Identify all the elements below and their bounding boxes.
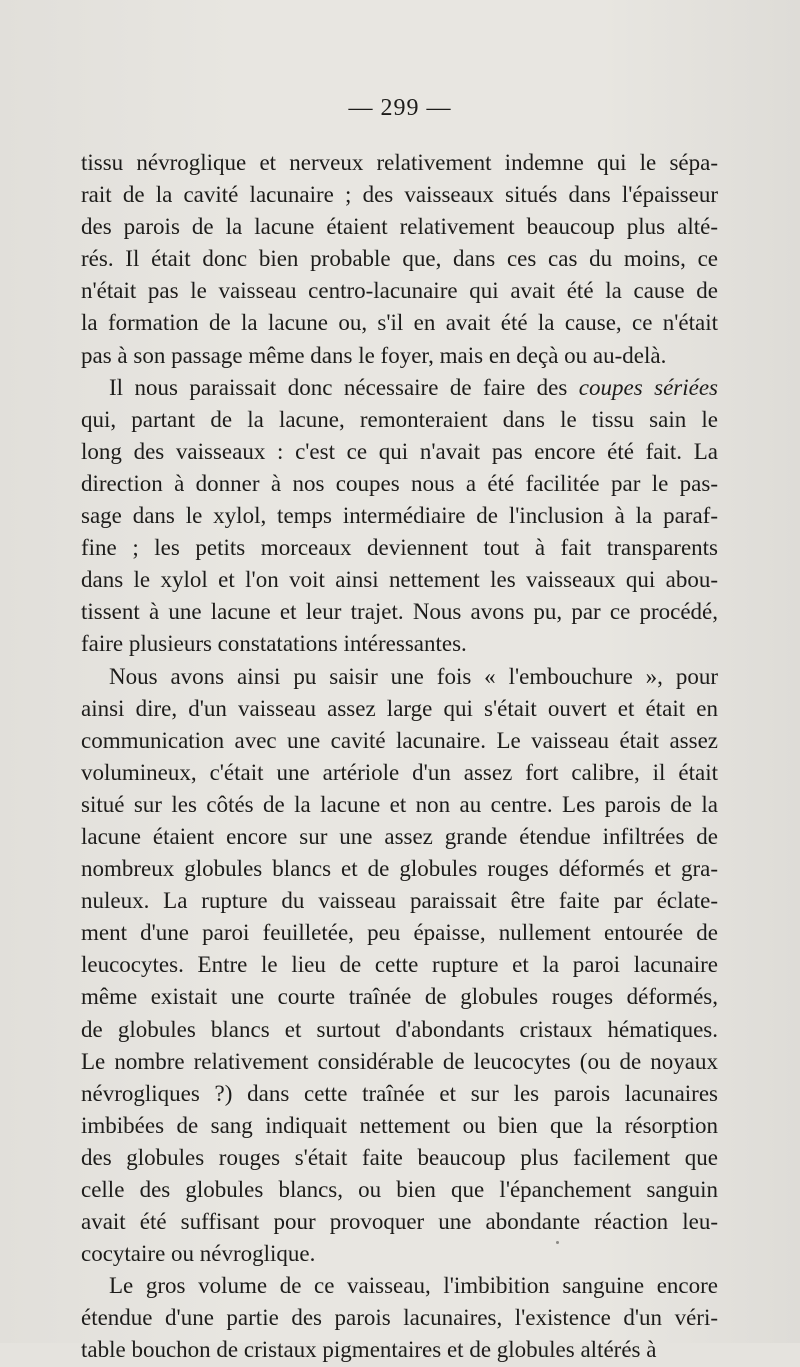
text-line: n'était pas le vaisseau centro-lacunaire qui avait été la cause de: [81, 278, 718, 304]
text-line: tissent à une lacune et leur trajet. Nous avons pu, par ce procédé,: [81, 599, 718, 625]
text-line: cocytaire ou névroglique.: [81, 1241, 316, 1267]
text-line: pas à son passage même dans le foyer, mais en deçà ou au-delà.: [81, 342, 667, 368]
text-line: volumineux, c'était une artériole d'un assez fort calibre, il était: [81, 759, 718, 785]
text-line: situé sur les côtés de la lacune et non au centre. Les parois de la: [81, 791, 718, 817]
text-line: sage dans le xylol, temps intermédiaire de l'inclusion à la paraf-: [81, 503, 718, 529]
page-number: — 299 —: [348, 95, 452, 121]
text-line: rés. Il était donc bien probable que, dans ces cas du moins, ce: [81, 246, 718, 272]
text-line: tissu névroglique et nerveux relativement indemne qui le sépa-: [81, 150, 718, 175]
text-line: des parois de la lacune étaient relativement beaucoup plus alté-: [81, 214, 718, 240]
text-line: la formation de la lacune ou, s'il en avait été la cause, ce n'était: [81, 310, 718, 336]
text-line: étendue d'une partie des parois lacunaires, l'existence d'un véri-: [81, 1305, 718, 1331]
text-line: des globules rouges s'était faite beaucoup plus facilement que: [81, 1144, 718, 1170]
text-line: long des vaisseaux : c'est ce qui n'avait pas encore été fait. La: [81, 438, 718, 464]
text-line: de globules blancs et surtout d'abondants cristaux hématiques.: [81, 1016, 718, 1042]
text-line: même existait une courte traînée de globules rouges déformés,: [81, 984, 718, 1010]
text-line: nombreux globules blancs et de globules rouges déformés et gra-: [81, 856, 718, 882]
text-line: table bouchon de cristaux pigmentaires et de globules altérés à: [81, 1337, 657, 1363]
text-line: avait été suffisant pour provoquer une abondante réaction leu-: [81, 1209, 718, 1235]
text-line: Nous avons ainsi pu saisir une fois « l'embouchure », pour: [109, 663, 718, 689]
paper-speck: [556, 1241, 559, 1244]
text-line: Le nombre relativement considérable de leucocytes (ou de noyaux: [81, 1048, 718, 1074]
text-line: névrogliques ?) dans cette traînée et sur les parois lacunaires: [81, 1080, 718, 1106]
text-line: leucocytes. Entre le lieu de cette rupture et la paroi lacunaire: [81, 952, 718, 978]
text-line: nuleux. La rupture du vaisseau paraissait être faite par éclate-: [81, 888, 718, 914]
text-line: Il nous paraissait donc nécessaire de faire des coupes sériées: [109, 374, 718, 400]
text-line: dans le xylol et l'on voit ainsi nettement les vaisseaux qui abou-: [81, 567, 718, 593]
text-line: fine ; les petits morceaux deviennent tout à fait transparents: [81, 535, 718, 561]
text-line: lacune étaient encore sur une assez grande étendue infiltrées de: [81, 823, 718, 849]
text-line: ment d'une paroi feuilletée, peu épaisse, nullement entourée de: [81, 920, 718, 946]
text-line: rait de la cavité lacunaire ; des vaisseaux situés dans l'épaisseur: [81, 182, 718, 208]
text-line: imbibées de sang indiquait nettement ou bien que la résorption: [81, 1112, 718, 1138]
body-text: [81, 147, 718, 1367]
text-line: qui, partant de la lacune, remonteraient dans le tissu sain le: [81, 406, 718, 432]
text-line: Le gros volume de ce vaisseau, l'imbibition sanguine encore: [109, 1273, 718, 1299]
text-line: celle des globules blancs, ou bien que l'épanchement sanguin: [81, 1177, 718, 1202]
text-line: direction à donner à nos coupes nous a été facilitée par le pas-: [81, 470, 718, 496]
text-line: communication avec une cavité lacunaire. Le vaisseau était assez: [81, 727, 718, 753]
text-line: ainsi dire, d'un vaisseau assez large qui s'était ouvert et était en: [81, 695, 718, 721]
emphasis: coupes sériées: [578, 374, 718, 400]
text-line: faire plusieurs constatations intéressantes.: [81, 631, 467, 657]
